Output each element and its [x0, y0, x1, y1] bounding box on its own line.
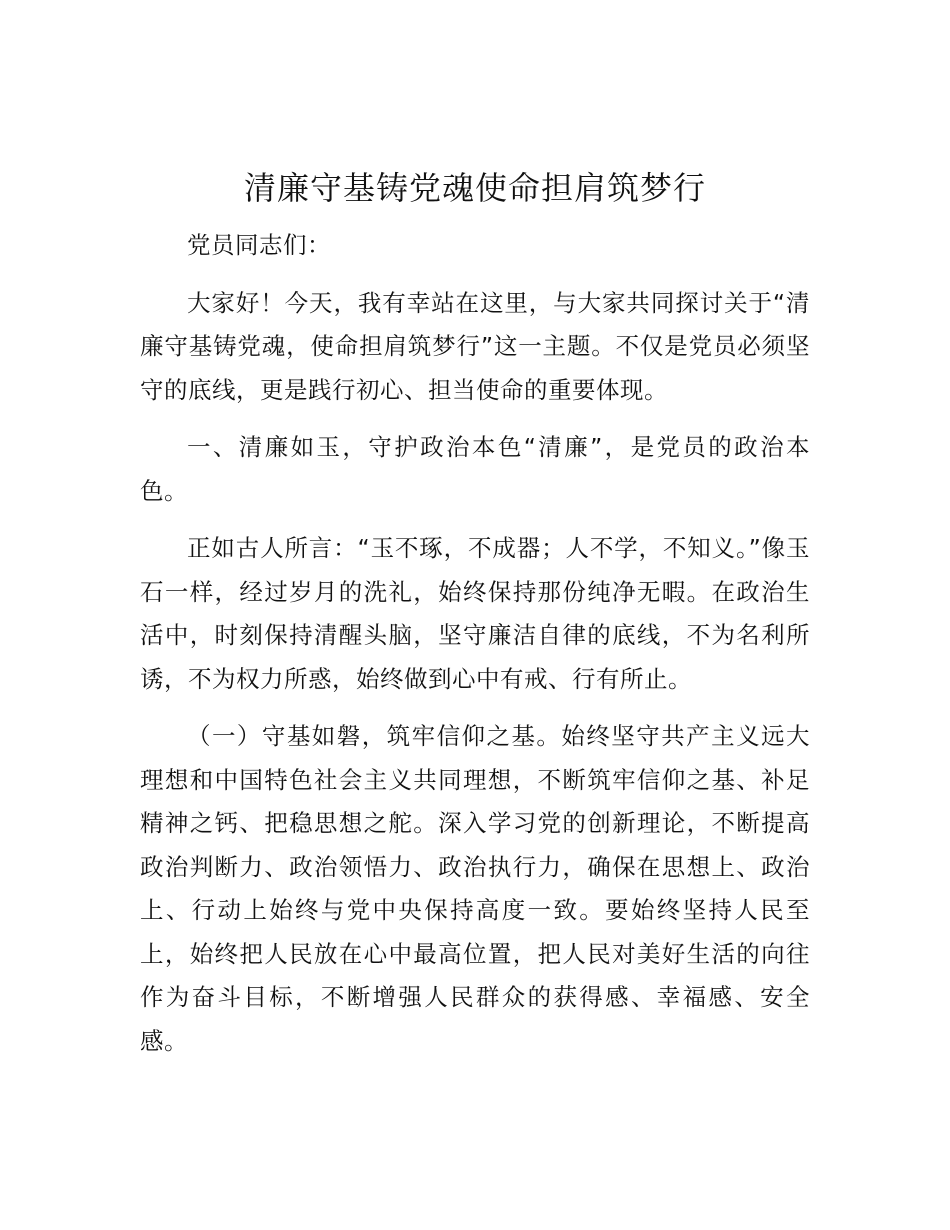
section-one-heading-paragraph: 一、清廉如玉，守护政治本色“清廉”，是党员的政治本色。 — [140, 433, 810, 505]
salutation-paragraph: 党员同志们： — [187, 231, 331, 259]
document-title: 清廉守基铸党魂使命担肩筑梦行 — [243, 169, 706, 207]
quote-paragraph: 正如古人所言：“玉不琢，不成器；人不学，不知义。”像玉石一样，经过岁月的洗礼，始终保持那份纯净无暇。在政治生活中，时刻保持清醒头脑，坚守廉洁自律的底线，不为名利所诱，不为权力所惑，始终做到心中有戒、行有所止。 — [140, 534, 810, 693]
subsection-one-paragraph: （一）守基如磐，筑牢信仰之基。始终坚守共产主义远大理想和中国特色社会主义共同理想，不断筑牢信仰之基、补足精神之钙、把稳思想之舵。深入学习党的创新理论，不断提高政治判断力、政治领悟力、政治执行力，确保在思想上、政治上、行动上始终与党中央保持高度一致。要始终坚持人民至上，始终把人民放在心中最高位置，把人民对美好生活的向往作为奋斗目标，不断增强人民群众的获得感、幸福感、安全感。 — [140, 722, 810, 1055]
document-body — [140, 224, 810, 1077]
opening-paragraph: 大家好！今天，我有幸站在这里，与大家共同探讨关于“清廉守基铸党魂，使命担肩筑梦行”这一主题。不仅是党员必须坚守的底线，更是践行初心、担当使命的重要体现。 — [140, 288, 810, 404]
